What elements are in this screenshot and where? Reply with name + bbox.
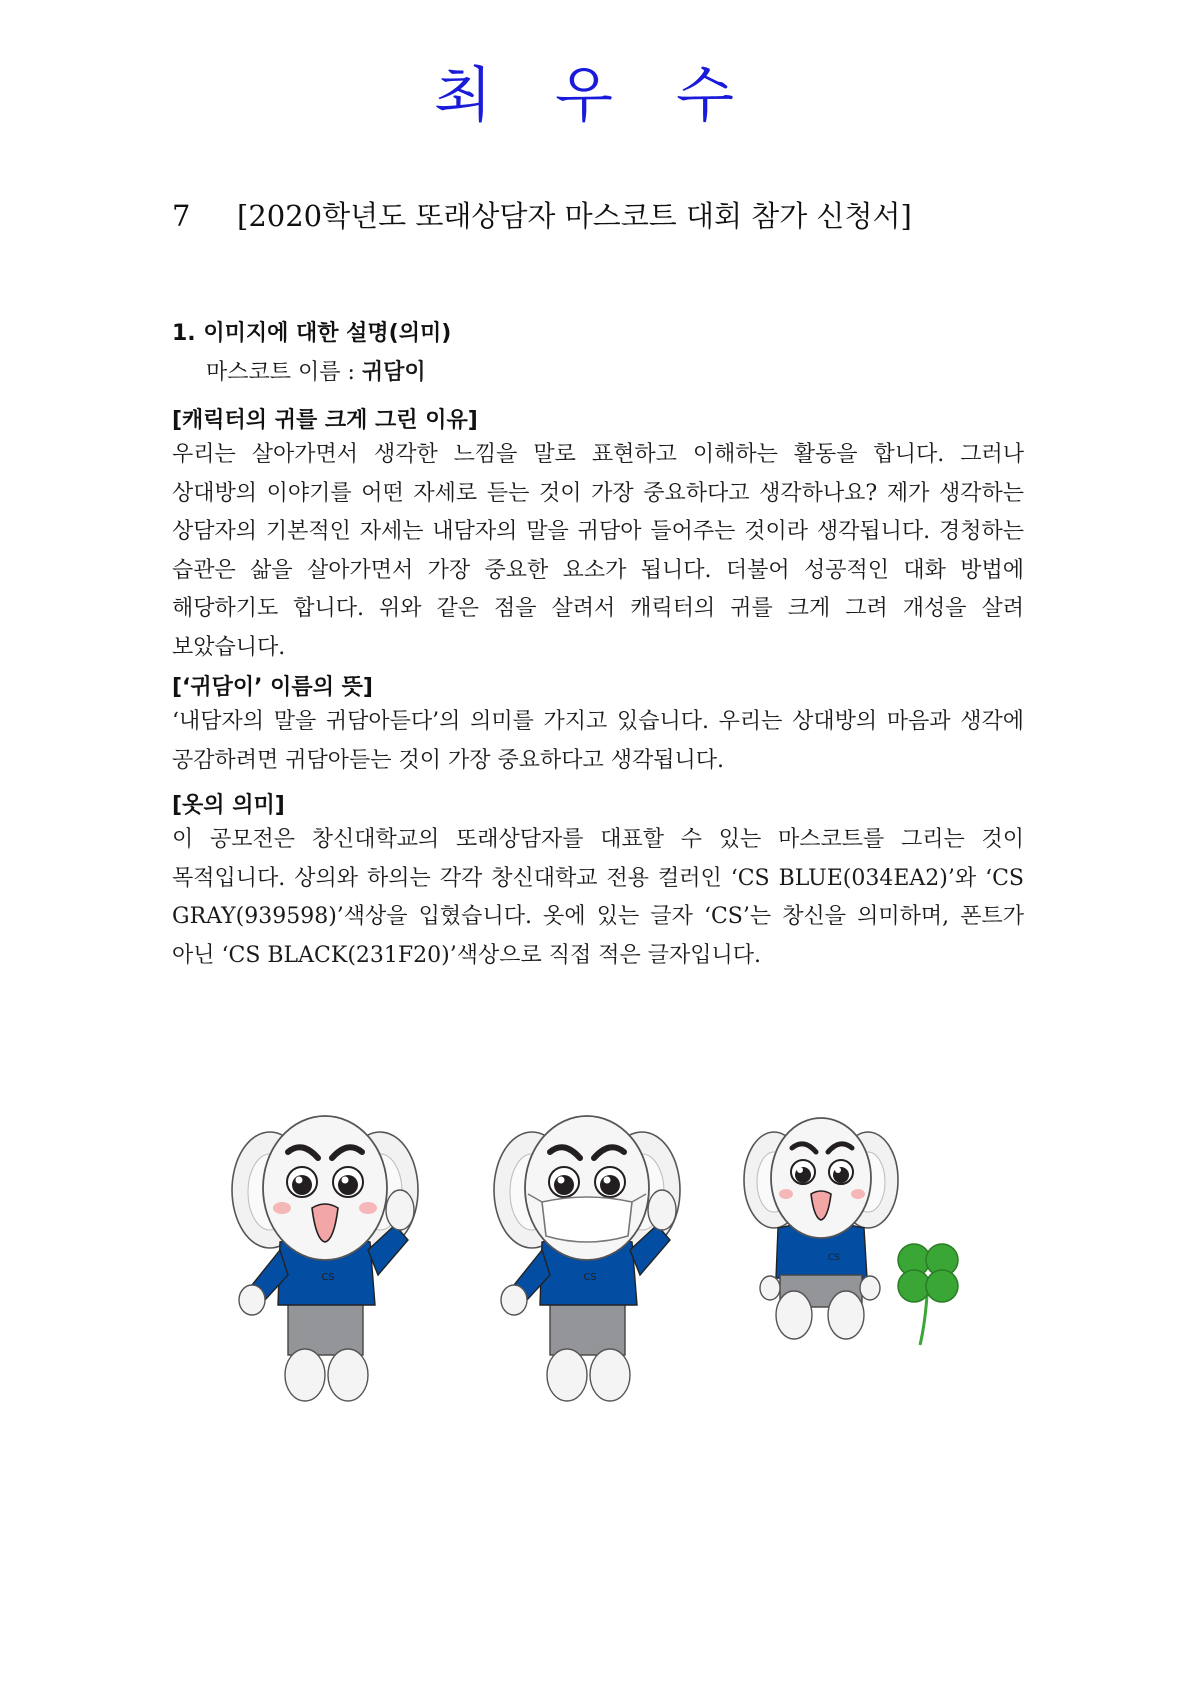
award-title: 최 우 수 [433, 61, 757, 131]
subsection-text: ‘내담자의 말을 귀담아듣다’의 의미를 가지고 있습니다. 우리는 상대방의 마음과 생각에 공감하려면 귀담아듣는 것이 가장 중요하다고 생각됩니다. [172, 709, 1024, 773]
subsection-title: [옷의 의미] [172, 793, 285, 818]
mascot-name-line [172, 355, 1024, 386]
mascot-mask-illustration [492, 1110, 692, 1405]
subsection-text: 이 공모전은 창신대학교의 또래상담자를 대표할 수 있는 마스코트를 그리는 것이 목적입니다. 상의와 하의는 각각 창신대학교 전용 컬러인 ‘CS BLUE(034EA2)’와 ‘CS GRAY(939598)’색상을 입혔습니다. 옷에 있는 글자 ‘CS’는 창신을 의미하며, 폰트가 아닌 ‘CS BLACK(231F20)’색상으로 직접 적은 글자입니다. [172, 827, 1024, 968]
subsection-title: [캐릭터의 귀를 크게 그린 이유] [172, 408, 478, 433]
entry-number: 7 [172, 199, 191, 233]
document-heading [172, 194, 912, 235]
shirt-text: CS [321, 1272, 335, 1283]
shirt-text: CS [583, 1272, 597, 1283]
mascot-name: 귀담이 [361, 360, 426, 385]
document-title: [2020학년도 또래상담자 마스코트 대회 참가 신청서] [237, 199, 912, 233]
mascot-clover-illustration [742, 1110, 962, 1405]
subsection-text: 우리는 살아가면서 생각한 느낌을 말로 표현하고 이해하는 활동을 합니다. 그러나 상대방의 이야기를 어떤 자세로 듣는 것이 가장 중요하다고 생각하나요? 제가 생각하는 상담자의 기본적인 자세는 내담자의 말을 귀담아 들어주는 것이라 생각됩니다. 경청하는 습관은 삶을 살아가면서 가장 중요한 요소가 됩니다. 더불어 성공적인 대화 방법에 해당하기도 합니다. 위와 같은 점을 살려서 캐릭터의 귀를 크게 그려 개성을 살려 보았습니다. [172, 442, 1024, 660]
subsection-clothes [172, 788, 1024, 975]
mascot-illustrations [230, 1110, 1010, 1410]
subsection-title: [‘귀담이’ 이름의 뜻] [172, 675, 373, 700]
section-title: 1. 이미지에 대한 설명(의미) [172, 321, 452, 346]
clover-illustration [898, 1244, 958, 1345]
section-1 [172, 316, 1024, 386]
shirt-text: CS [828, 1253, 840, 1263]
subsection-name-meaning [172, 670, 1024, 780]
subsection-ears [172, 403, 1024, 667]
mascot-waving-illustration [230, 1110, 430, 1405]
mascot-name-label: 마스코트 이름 : [206, 360, 355, 385]
